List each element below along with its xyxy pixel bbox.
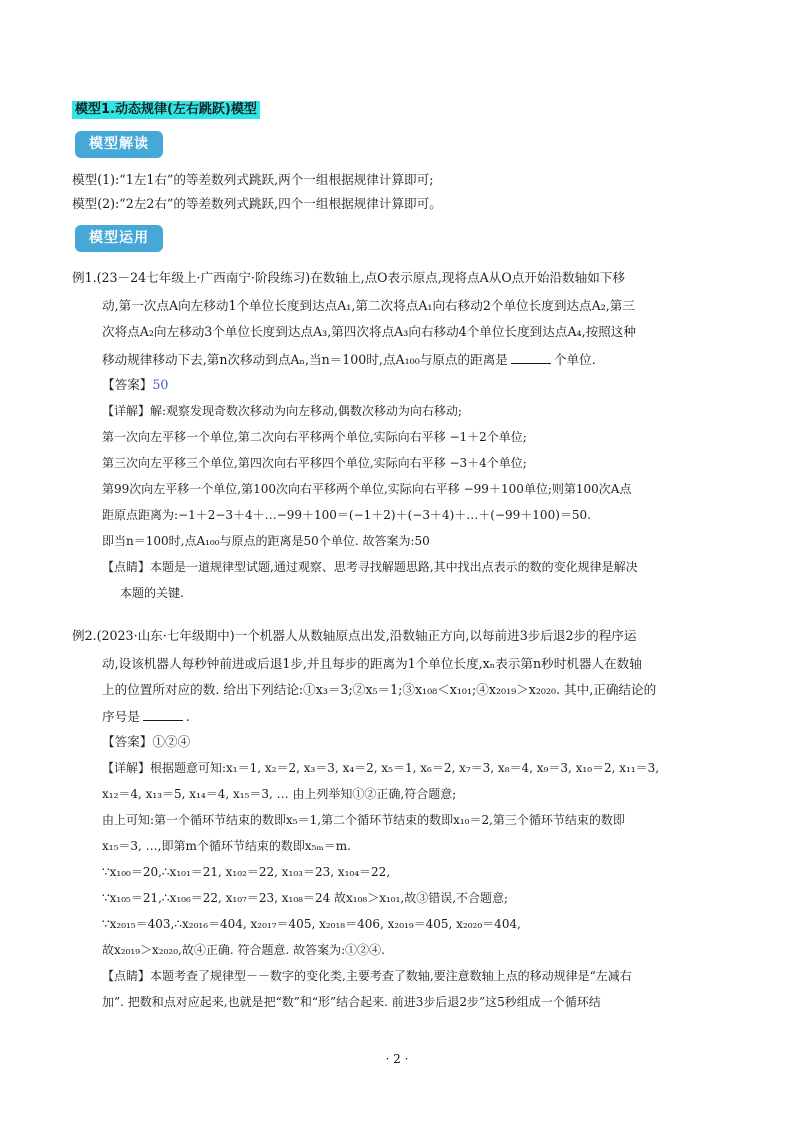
ex2-detail-8: 故x₂₀₁₉＞x₂₀₂₀,故④正确. 符合题意. 故答案为:①②④. <box>102 943 385 957</box>
ex1-detail-2: 第一次向左平移一个单位,第二次向右平移两个单位,实际向右平移 −1＋2个单位; <box>102 430 527 444</box>
ex2-line-1: 例2.(2023·山东·七年级期中)一个机器人从数轴原点出发,沿数轴正方向,以每前进3步后退2步的程序运 <box>72 628 637 643</box>
ex2-detail-2: x₁₂＝4, x₁₃＝5, x₁₄＝4, x₁₅＝3, … 由上列举知①②正确,符合题意; <box>102 787 457 801</box>
ex1-detail-5: 距原点距离为:−1＋2−3＋4＋…−99＋100＝(−1＋2)＋(−3＋4)＋…＋(−99＋100)＝50. <box>102 508 591 522</box>
ex2-line-4 <box>102 708 190 725</box>
ex2-detail-5: ∵x₁₀₀＝20,∴x₁₀₁＝21, x₁₀₂＝22, x₁₀₃＝23, x₁₀₄＝22, <box>102 865 391 879</box>
ex1-line-2: 动,第一次点A向左移动1个单位长度到达点A₁,第二次将点A₁向右移动2个单位长度到达点A₂,第三 <box>102 298 635 313</box>
section-title: 模型1.动态规律(左右跳跃)模型 <box>72 101 260 119</box>
ex2-line-4-a: 序号是 <box>102 709 140 724</box>
answer-blank <box>143 708 183 721</box>
ex1-detail-6: 即当n＝100时,点A₁₀₀与原点的距离是50个单位. 故答案为:50 <box>102 534 430 548</box>
model-1-text: 模型(1):“1左1右”的等差数列式跳跃,两个一组根据规律计算即可; <box>72 172 434 187</box>
ex1-answer <box>102 377 168 393</box>
ex1-detail-1: 【详解】解:观察发现奇数次移动为向左移动,偶数次移动为向右移动; <box>102 404 462 418</box>
ex1-line-4-a: 移动规律移动下去,第n次移动到点Aₙ,当n＝100时,点A₁₀₀与原点的距离是 <box>102 352 508 367</box>
ex2-detail-3: 由上可知:第一个循环节结束的数即x₅＝1,第二个循环节结束的数即x₁₀＝2,第三个循环节结束的数即 <box>102 813 625 827</box>
ex2-line-4-b: . <box>185 709 190 724</box>
ex1-comment-1: 【点睛】本题是一道规律型试题,通过观察、思考寻找解题思路,其中找出点表示的数的变化规律是解决 <box>102 560 638 574</box>
ex2-answer <box>102 734 190 750</box>
model-reading-label: 模型解读 <box>75 131 163 158</box>
ex1-detail-4: 第99次向左平移一个单位,第100次向右平移两个单位,实际向右平移 −99＋100单位;则第100次A点 <box>102 482 632 496</box>
ex1-line-4-b: 个单位. <box>553 352 596 367</box>
page-number: · 2 · <box>385 1052 409 1066</box>
ex2-detail-7: ∵x₂₀₁₅＝403,∴x₂₀₁₆＝404, x₂₀₁₇＝405, x₂₀₁₈＝406, x₂₀₁₉＝405, x₂₀₂₀＝404, <box>102 917 521 931</box>
ex2-comment-1: 【点睛】本题考查了规律型－－数字的变化类,主要考查了数轴,要注意数轴上点的移动规律是“左减右 <box>102 969 632 983</box>
answer-value: ①②④ <box>152 734 191 749</box>
answer-blank <box>511 351 551 364</box>
ex2-comment-2: 加”. 把数和点对应起来,也就是把“数”和“形”结合起来. 前进3步后退2步”这5秒组成一个循环结 <box>102 995 601 1009</box>
ex2-detail-1: 【详解】根据题意可知:x₁＝1, x₂＝2, x₃＝3, x₄＝2, x₅＝1, x₆＝2, x₇＝3, x₈＝4, x₉＝3, x₁₀＝2, x₁₁＝3, <box>102 761 660 775</box>
answer-label: 【答案】 <box>102 734 153 749</box>
answer-label: 【答案】 <box>102 377 153 392</box>
model-2-text: 模型(2):“2左2右”的等差数列式跳跃,四个一组根据规律计算即可。 <box>72 196 442 211</box>
ex1-comment-2: 本题的关键. <box>120 586 184 600</box>
ex2-line-3: 上的位置所对应的数. 给出下列结论:①x₃＝3;②x₅＝1;③x₁₀₈＜x₁₀₁;④x₂₀₁₉＞x₂₀₂₀. 其中,正确结论的 <box>102 682 657 697</box>
ex2-detail-6: ∵x₁₀₅＝21,∴x₁₀₆＝22, x₁₀₇＝23, x₁₀₈＝24 故x₁₀₈＞x₁₀₁,故③错误,不合题意; <box>102 891 509 905</box>
answer-value: 50 <box>152 377 169 392</box>
ex1-line-1: 例1.(23－24七年级上·广西南宁·阶段练习)在数轴上,点O表示原点,现将点A从O点开始沿数轴如下移 <box>72 270 626 285</box>
ex1-line-3: 次将点A₂向左移动3个单位长度到达点A₃,第四次将点A₃向右移动4个单位长度到达点A₄,按照这种 <box>102 324 636 339</box>
model-use-label: 模型运用 <box>75 225 163 252</box>
ex1-detail-3: 第三次向左平移三个单位,第四次向右平移四个单位,实际向右平移 −3＋4个单位; <box>102 456 527 470</box>
ex2-line-2: 动,设该机器人每秒钟前进或后退1步,并且每步的距离为1个单位长度,xₙ表示第n秒时机器人在数轴 <box>102 656 642 671</box>
ex2-detail-4: x₁₅＝3, …,即第m个循环节结束的数即x₅ₘ＝m. <box>102 839 351 853</box>
ex1-line-4 <box>102 351 596 368</box>
